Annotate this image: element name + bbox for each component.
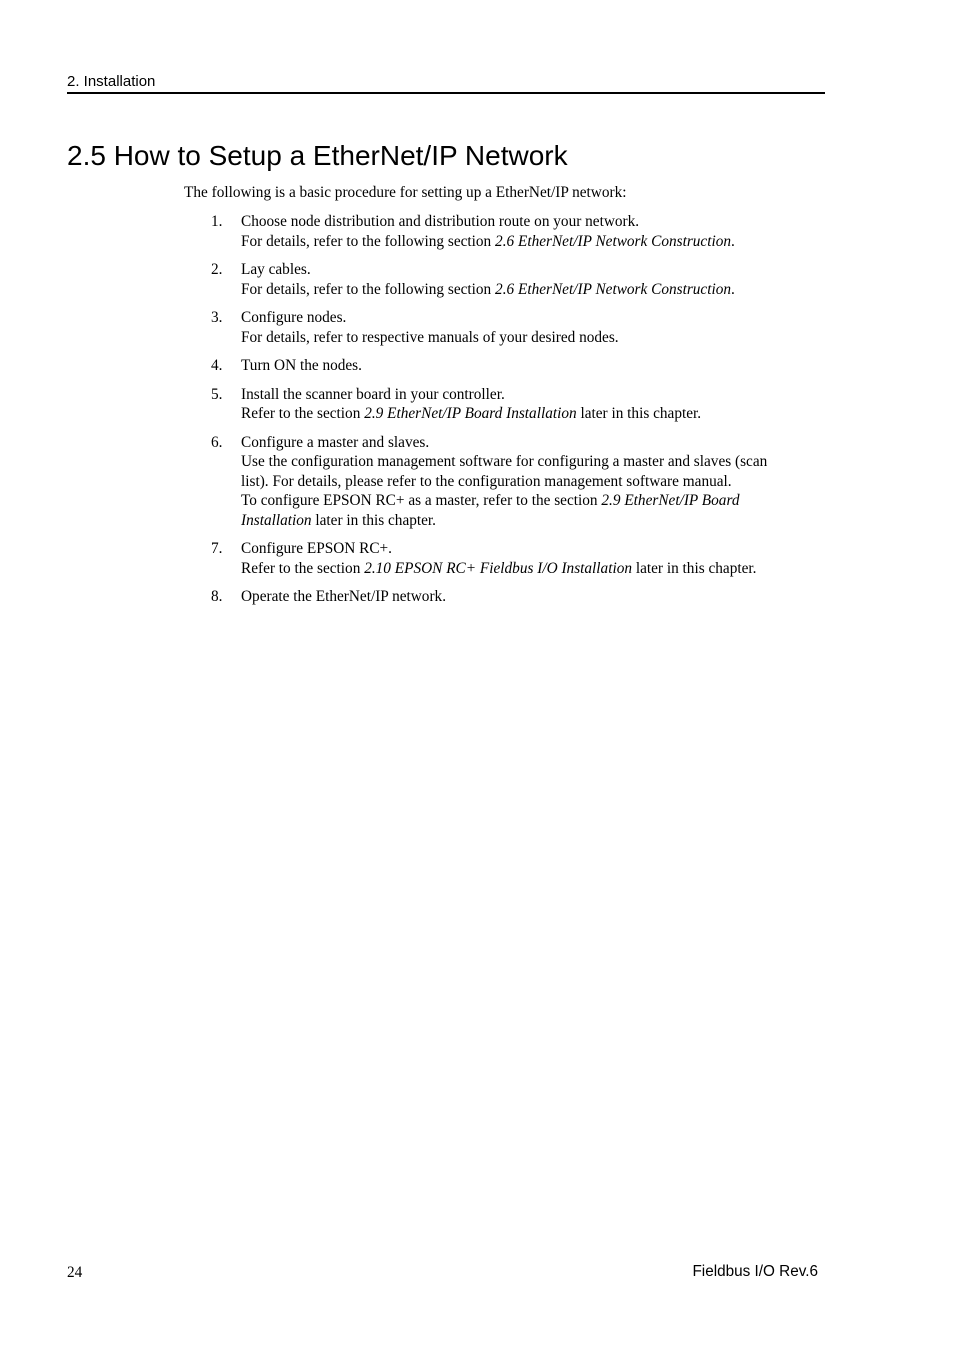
step-text: Turn ON the nodes. — [241, 357, 362, 374]
step-detail: For details, refer to respective manuals of your desired nodes. — [241, 328, 619, 346]
step-7 — [211, 539, 821, 578]
step-detail: Use the configuration management software for configuring a master and slaves (scan list). For details, please refer to the configuration management software manual. — [241, 453, 768, 490]
step-text: Configure EPSON RC+. — [241, 540, 392, 557]
step-number: 1. — [211, 213, 223, 230]
step-number: 5. — [211, 385, 223, 403]
step-text: Configure a master and slaves. — [241, 433, 430, 451]
step-detail: Refer to the section 2.10 EPSON RC+ Fieldbus I/O Installation later in this chapter. — [241, 559, 757, 577]
section-reference: 2.6 EtherNet/IP Network Construction — [495, 232, 732, 250]
intro-paragraph: The following is a basic procedure for setting up a EtherNet/IP network: — [184, 184, 627, 201]
procedure-steps — [211, 212, 821, 616]
section-title: 2.5 How to Setup a EtherNet/IP Network — [67, 140, 568, 171]
running-header: 2. Installation — [67, 73, 825, 94]
step-text: Configure nodes. — [241, 309, 347, 326]
step-number: 6. — [211, 433, 223, 451]
step-5 — [211, 385, 821, 424]
step-number: 4. — [211, 357, 223, 374]
step-text: Operate the EtherNet/IP network. — [241, 588, 447, 605]
step-text: Install the scanner board in your controller. — [241, 385, 505, 403]
step-6 — [211, 433, 821, 531]
step-number: 7. — [211, 540, 223, 557]
step-8 — [211, 587, 821, 607]
section-reference: 2.6 EtherNet/IP Network Construction — [495, 280, 732, 298]
step-number: 2. — [211, 261, 223, 278]
step-number: 8. — [211, 588, 223, 605]
page-number: 24 — [67, 1264, 83, 1281]
step-2 — [211, 260, 821, 299]
step-detail: Refer to the section 2.9 EtherNet/IP Board Installation later in this chapter. — [241, 405, 702, 422]
step-number: 3. — [211, 309, 223, 326]
step-detail: For details, refer to the following section 2.6 EtherNet/IP Network Construction. — [241, 232, 735, 250]
section-reference: 2.10 EPSON RC+ Fieldbus I/O Installation — [364, 559, 632, 577]
step-3 — [211, 308, 821, 347]
document-title-footer: Fieldbus I/O Rev.6 — [692, 1263, 818, 1280]
step-detail: For details, refer to the following section 2.6 EtherNet/IP Network Construction. — [241, 280, 735, 298]
step-1 — [211, 212, 821, 251]
step-text: Lay cables. — [241, 261, 311, 278]
section-reference: 2.9 EtherNet/IP Board Installation — [241, 492, 740, 529]
section-reference: 2.9 EtherNet/IP Board Installation — [364, 405, 577, 422]
step-4 — [211, 356, 821, 376]
step-text: Choose node distribution and distribution route on your network. — [241, 213, 640, 230]
step-detail: To configure EPSON RC+ as a master, refer to the section 2.9 EtherNet/IP Board Installation later in this chapter. — [241, 492, 740, 529]
